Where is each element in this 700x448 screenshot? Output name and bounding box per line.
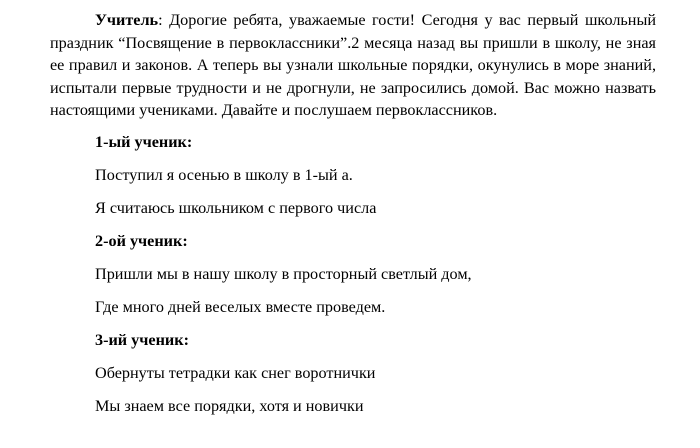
- student-2-line-2: Где много дней веселых вместе проведем.: [95, 297, 386, 316]
- document-page: [50, 9, 656, 416]
- student-1-heading: 1-ый ученик:: [95, 132, 193, 151]
- student-3-heading: 3-ий ученик:: [95, 330, 189, 349]
- intro-text: : Дорогие ребята, уважаемые гости! Сегодня у вас первый школьный праздник “Посвящение в первоклассники”.2 месяца назад вы пришли в школу, не зная ее правил и законов. А теперь вы узнали школьные порядки, окунулись в море знаний, испытали первые трудности и не дрогнули, не запросились домой. Вас можно назвать настоящими учениками. Давайте и послушаем первоклассников.: [50, 11, 656, 120]
- teacher-intro-paragraph: [50, 9, 656, 122]
- student-3-line-1: Обернуты тетрадки как снег воротнички: [95, 363, 376, 382]
- student-2-line-1: Пришли мы в нашу школу в просторный светлый дом,: [95, 264, 472, 283]
- student-1-line-1: Поступил я осенью в школу в 1-ый а.: [95, 165, 353, 184]
- student-1-line-2: Я считаюсь школьником с первого числа: [95, 198, 377, 217]
- student-2-heading: 2-ой ученик:: [95, 231, 188, 250]
- speaker-label: Учитель: [95, 11, 159, 29]
- student-3-line-2: Мы знаем все порядки, хотя и новички: [95, 396, 364, 415]
